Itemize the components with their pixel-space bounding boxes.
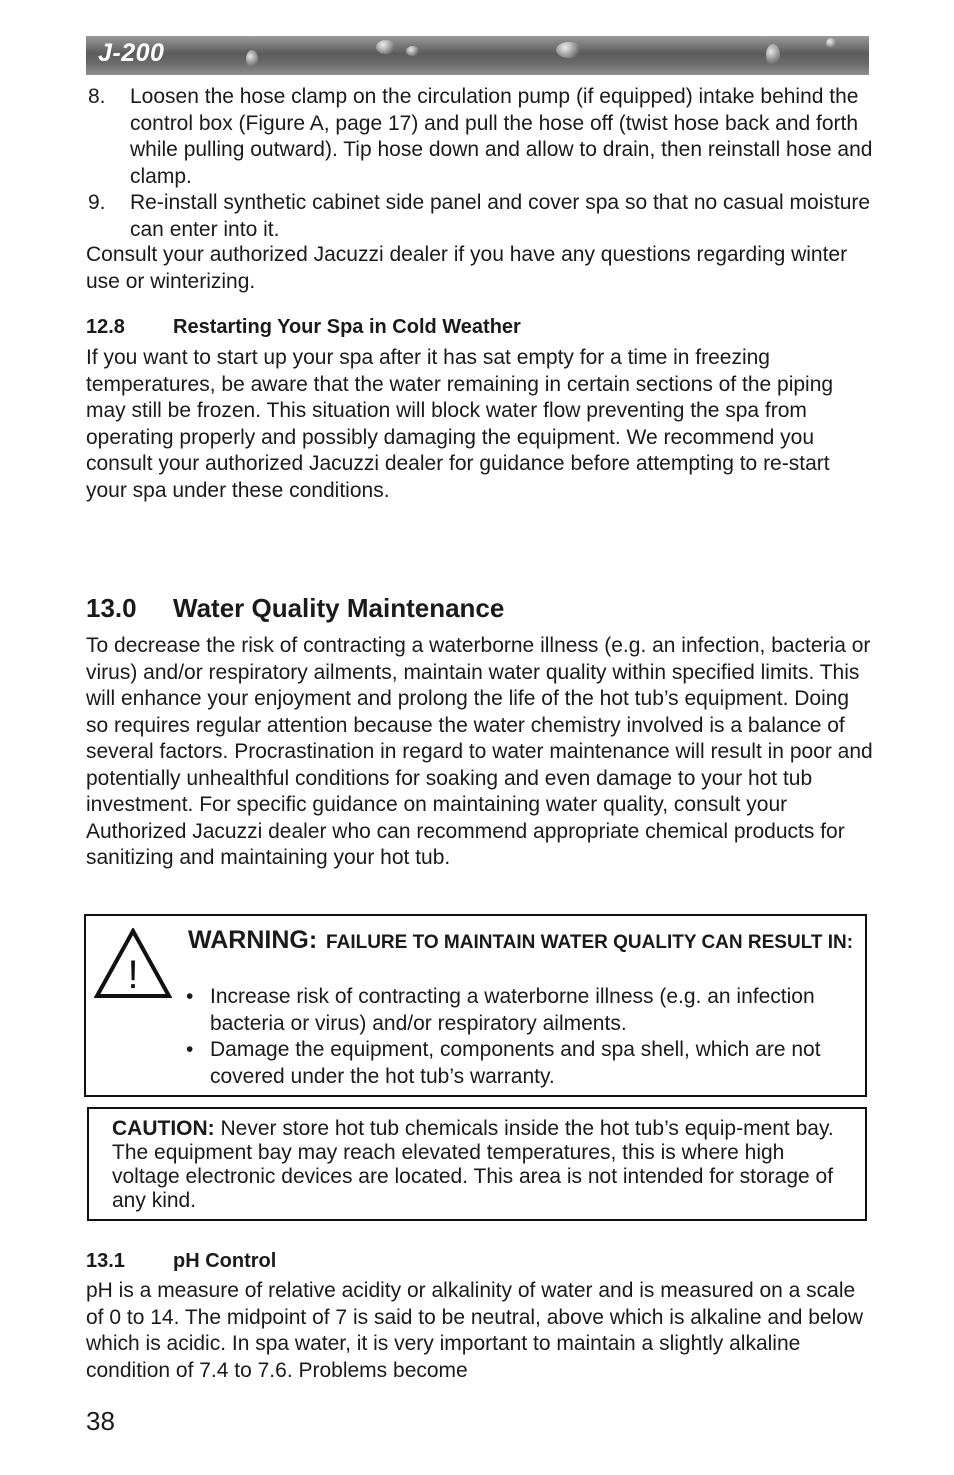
- warning-label: WARNING:: [188, 926, 318, 954]
- section-number: 13.1: [86, 1250, 125, 1272]
- list-item: • Damage the equipment, components and spa shell, which are not covered under the hot tub’s warranty.: [186, 1037, 856, 1090]
- caution-box: [87, 1107, 867, 1221]
- header-title: J-200: [98, 39, 165, 67]
- section-title: Restarting Your Spa in Cold Weather: [173, 316, 521, 338]
- section-number: 13.0: [86, 593, 137, 623]
- list-item: [86, 190, 876, 243]
- warning-box: [84, 914, 867, 1097]
- list-item: [86, 84, 876, 190]
- water-drop-decoration: [376, 40, 396, 54]
- water-drop-decoration: [406, 46, 420, 56]
- section-title: pH Control: [173, 1250, 277, 1272]
- step-number: 9.: [88, 191, 106, 214]
- section-13-1-body: pH is a measure of relative acidity or alkalinity of water and is measured on a scale of 0 to 14. The midpoint of 7 is said to be neutral, above which is alkaline and below which is acidic. In spa water, it is very important to maintain a slightly alkaline condition of 7.4 to 7.6. Problems become: [86, 1279, 864, 1382]
- section-13-0-body: To decrease the risk of contracting a waterborne illness (e.g. an infection, bacteria or virus) and/or respiratory ailments, maintain water quality within specified limits. This will enhance your enjoyment and prolong the life of the hot tub’s equipment. Doing so requires regular attention because the water chemistry involved is a balance of several factors. Procrastination in regard to water maintenance will result in poor and potentially unhealthful conditions for soaking and even damage to your hot tub investment. For specific guidance on maintaining water quality, consult your Authorized Jacuzzi dealer who can recommend appropriate chemical products for sanitizing and maintaining your hot tub.: [86, 634, 873, 869]
- caution-content: [112, 1117, 847, 1213]
- section-12-8-body: If you want to start up your spa after it has sat empty for a time in freezing temperatures, be aware that the water remaining in certain sections of the piping may still be frozen. This situation will block water flow preventing the spa from operating properly and possibly damaging the equipment. We recommend you consult your authorized Jacuzzi dealer for guidance before attempting to re-start your spa under these conditions.: [86, 346, 834, 502]
- warning-heading-text: FAILURE TO MAINTAIN WATER QUALITY CAN RESULT IN:: [326, 932, 854, 953]
- section-13-1-heading: [86, 1250, 276, 1273]
- water-drop-decoration: [766, 44, 780, 66]
- page-number: 38: [86, 1406, 115, 1436]
- water-drop-decoration: [246, 50, 258, 68]
- caution-label: CAUTION:: [112, 1117, 215, 1140]
- warning-heading: [188, 926, 858, 958]
- header-banner: [86, 36, 869, 75]
- section-title: Water Quality Maintenance: [173, 593, 505, 623]
- warning-list: [186, 984, 856, 1090]
- section-12-8-heading: [86, 316, 521, 339]
- section-13-0-heading: [86, 593, 504, 624]
- water-drop-decoration: [556, 42, 582, 58]
- warning-glyph: !: [127, 953, 139, 997]
- warning-triangle-icon: [94, 928, 172, 1000]
- step-text: Loosen the hose clamp on the circulation pump (if equipped) intake behind the control box (Figure A, page 17) and pull the hose off (twist hose back and forth while pulling outward). Tip hose down and allow to drain, then reinstall hose and clamp.: [130, 85, 873, 188]
- caution-text: Never store hot tub chemicals inside the hot tub’s equip-ment bay. The equipment bay may reach elevated temperatures, this is where high voltage electronic devices are located. This area is not intended for storage of any kind.: [112, 1117, 834, 1212]
- section-number: 12.8: [86, 316, 125, 338]
- step-text: Re-install synthetic cabinet side panel and cover spa so that no casual moisture can enter into it.: [130, 191, 871, 241]
- list-item: • Increase risk of contracting a waterborne illness (e.g. an infection bacteria or virus) and/or respiratory ailments.: [186, 984, 856, 1037]
- winterizing-steps-list: [86, 84, 876, 243]
- step-number: 8.: [88, 85, 106, 108]
- water-drop-decoration: [826, 38, 836, 48]
- consult-dealer-text: Consult your authorized Jacuzzi dealer if you have any questions regarding winter use or winterizing.: [86, 243, 848, 293]
